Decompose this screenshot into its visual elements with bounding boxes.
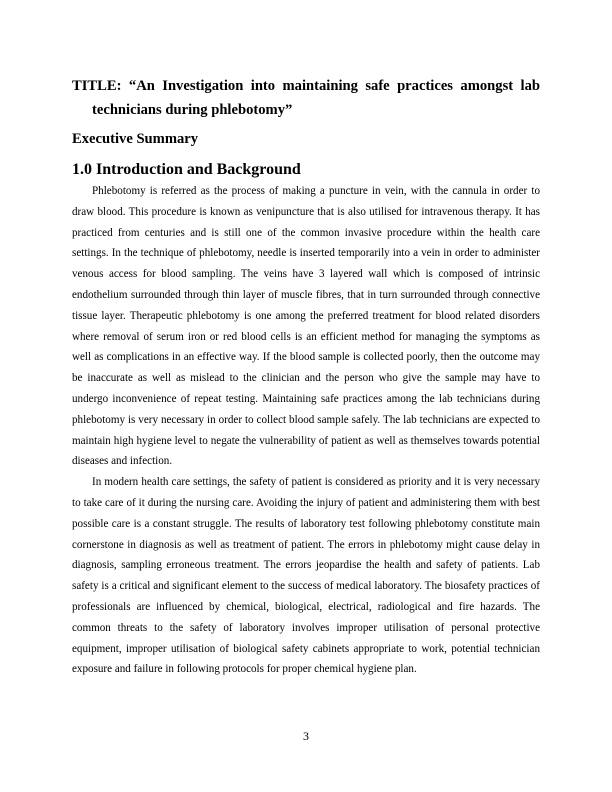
introduction-heading: 1.0 Introduction and Background xyxy=(72,161,301,178)
body-text xyxy=(72,181,540,680)
document-title xyxy=(72,74,540,122)
executive-summary-heading: Executive Summary xyxy=(72,131,199,147)
title-line-2: technicians during phlebotomy” xyxy=(92,102,293,118)
title-line-1: TITLE: “An Investigation into maintaining safe practices amongst lab xyxy=(72,78,540,94)
paragraph-2: In modern health care settings, the safety of patient is considered as priority and it is very necessary to take care of it during the nursing care. Avoiding the injury of patient and administering them with best possible care is a constant struggle. The results of laboratory test following phlebotomy constitute main cornerstone in diagnosis as well as treatment of patient. The errors in phlebotomy might cause delay in diagnosis, sampling erroneous treatment. The errors jeopardise the health and safety of patients. Lab safety is a critical and significant element to the success of medical laboratory. The biosafety practices of professionals are influenced by chemical, biological, electrical, radiological and fire hazards. The common threats to the safety of laboratory involves improper utilisation of personal protective equipment, improper utilisation of biological safety cabinets appropriate to work, potential technician exposure and failure in following protocols for proper chemical hygiene plan. xyxy=(72,476,540,676)
paragraph-1: Phlebotomy is referred as the process of making a puncture in vein, with the cannula in order to draw blood. This procedure is known as venipuncture that is also utilised for intravenous therapy. It has practiced from centuries and is still one of the common invasive procedure within the health care settings. In the technique of phlebotomy, needle is inserted temporarily into a vein in order to administer venous access for blood sampling. The veins have 3 layered wall which is composed of intrinsic endothelium surrounded through thin layer of muscle fibres, that in turn surrounded through connective tissue layer. Therapeutic phlebotomy is one among the preferred treatment for blood related disorders where removal of serum iron or red blood cells is an efficient method for managing the symptoms as well as complications in an effective way. If the blood sample is collected poorly, then the outcome may be inaccurate as well as mislead to the clinician and the person who give the sample may have to undergo inconvenience of repeat testing. Maintaining safe practices among the lab technicians during phlebotomy is very necessary in order to collect blood sample safely. The lab technicians are expected to maintain high hygiene level to negate the vulnerability of patient as well as themselves towards potential diseases and infection. xyxy=(72,185,540,468)
page-number: 3 xyxy=(303,729,309,743)
